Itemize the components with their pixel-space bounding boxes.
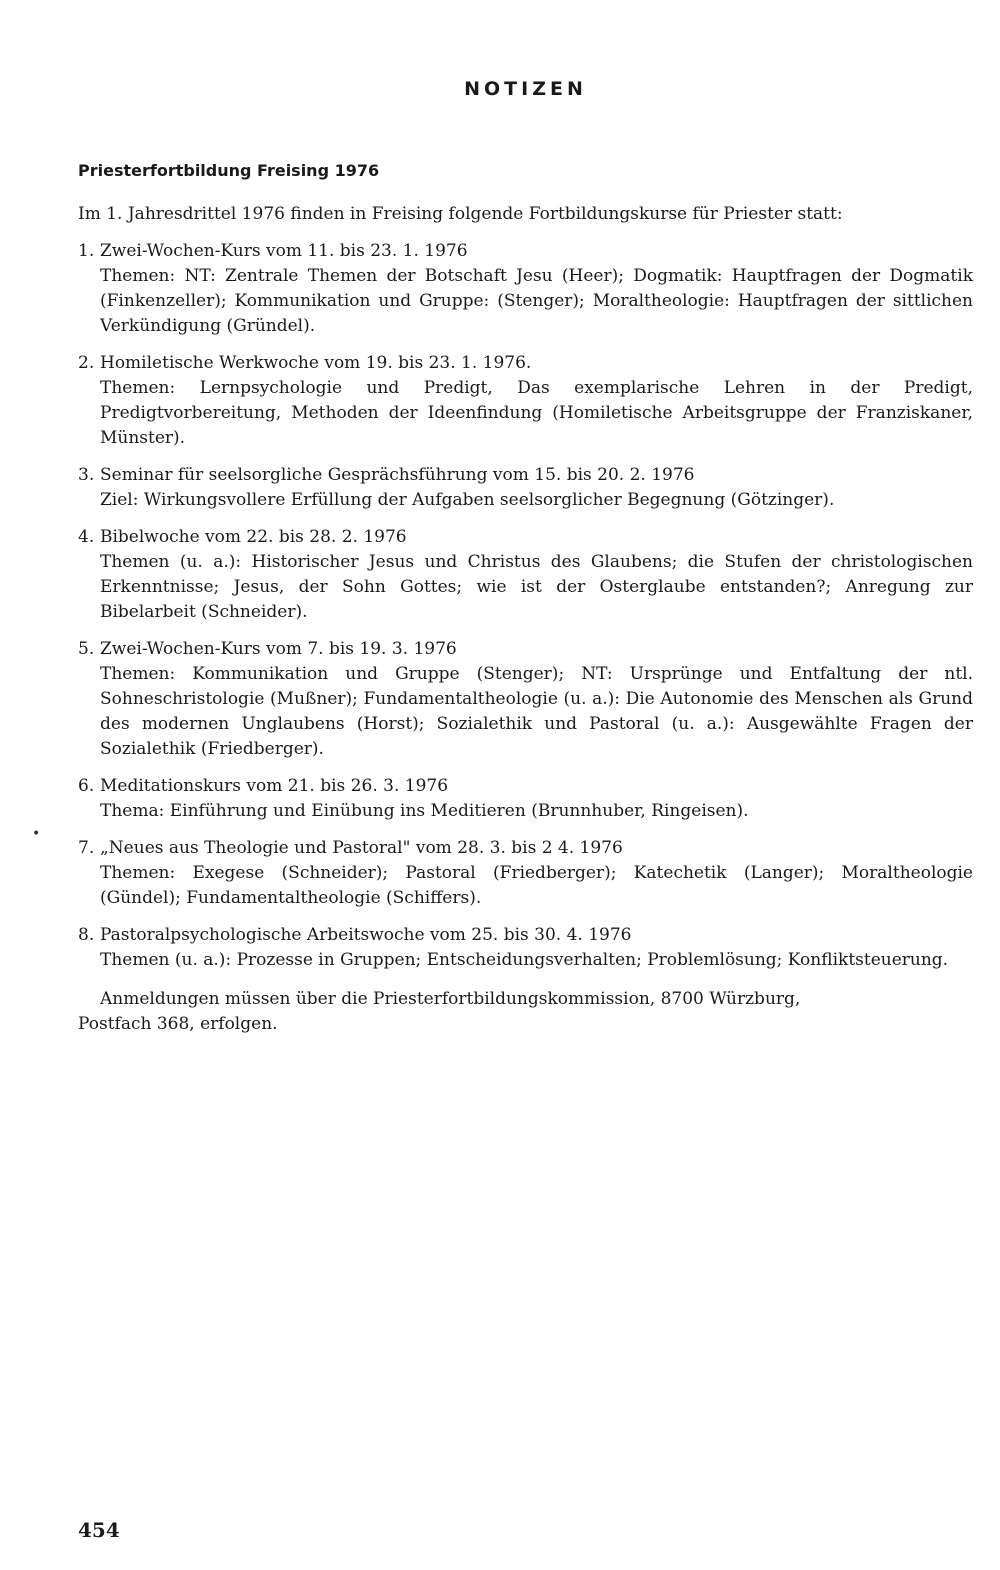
item-heading: Zwei-Wochen-Kurs vom 7. bis 19. 3. 1976 xyxy=(100,639,457,659)
item-description: Themen: Kommunikation und Gruppe (Stenger); NT: Ursprünge und Entfaltung der ntl. Sohneschristologie (Mußner); Fundamentaltheologie (u. a.): Die Autonomie des Menschen als Grund des modernen Unglaubens (Horst); Sozialethik und Pastoral (u. a.): Ausgewählte Fragen der Sozialethik (Friedberger). xyxy=(100,664,973,759)
item-number: 3. xyxy=(78,465,95,485)
item-number: 5. xyxy=(78,639,95,659)
closing-paragraph xyxy=(78,987,973,1037)
list-item xyxy=(78,525,973,625)
item-description: Themen: NT: Zentrale Themen der Botschaft Jesu (Heer); Dogmatik: Hauptfragen der Dogmatik (Finkenzeller); Kommunikation und Gruppe: (Stenger); Moraltheologie: Hauptfragen der sittlichen Verkündigung (Gründel). xyxy=(100,266,973,336)
document-page xyxy=(78,0,973,1570)
item-number: 4. xyxy=(78,527,95,547)
list-item xyxy=(78,351,973,451)
page-number: 454 xyxy=(78,1518,120,1542)
closing-line: Anmeldungen müssen über die Priesterfortbildungskommission, 8700 Würzburg, xyxy=(100,989,801,1009)
closing-line: Postfach 368, erfolgen. xyxy=(78,1014,278,1034)
list-item xyxy=(78,836,973,911)
item-heading: Seminar für seelsorgliche Gesprächsführung vom 15. bis 20. 2. 1976 xyxy=(100,465,695,485)
item-description: Ziel: Wirkungsvollere Erfüllung der Aufgaben seelsorglicher Begegnung (Götzinger). xyxy=(100,490,835,510)
item-description: Themen: Exegese (Schneider); Pastoral (Friedberger); Katechetik (Langer); Moraltheologie (Gündel); Fundamentaltheologie (Schiffers). xyxy=(100,863,973,908)
margin-mark-icon: • xyxy=(32,826,41,842)
item-number: 6. xyxy=(78,776,95,796)
intro-paragraph: Im 1. Jahresdrittel 1976 finden in Freising folgende Fortbildungskurse für Priester statt: xyxy=(78,204,843,224)
list-item xyxy=(78,774,973,824)
item-heading: Bibelwoche vom 22. bis 28. 2. 1976 xyxy=(100,527,407,547)
list-item xyxy=(78,239,973,339)
list-item xyxy=(78,923,973,973)
item-heading: Meditationskurs vom 21. bis 26. 3. 1976 xyxy=(100,776,449,796)
item-description: Themen (u. a.): Historischer Jesus und Christus des Glaubens; die Stufen der christologischen Erkenntnisse; Jesus, der Sohn Gottes; wie ist der Osterglaube entstanden?; Anregung zur Bibelarbeit (Schneider). xyxy=(100,552,973,622)
item-description: Thema: Einführung und Einübung ins Meditieren (Brunnhuber, Ringeisen). xyxy=(100,801,749,821)
item-heading: Pastoralpsychologische Arbeitswoche vom 25. bis 30. 4. 1976 xyxy=(100,925,632,945)
item-number: 7. xyxy=(78,838,95,858)
item-description: Themen: Lernpsychologie und Predigt, Das exemplarische Lehren in der Predigt, Predigtvorbereitung, Methoden der Ideenfindung (Homiletische Arbeitsgruppe der Franziskaner, Münster). xyxy=(100,378,973,448)
item-heading: Zwei-Wochen-Kurs vom 11. bis 23. 1. 1976 xyxy=(100,241,468,261)
item-number: 2. xyxy=(78,353,95,373)
item-number: 8. xyxy=(78,925,95,945)
article-body xyxy=(78,202,973,1037)
item-heading: „Neues aus Theologie und Pastoral" vom 28. 3. bis 2 4. 1976 xyxy=(100,838,623,858)
list-item xyxy=(78,637,973,762)
article-title: Priesterfortbildung Freising 1976 xyxy=(78,161,380,180)
item-description: Themen (u. a.): Prozesse in Gruppen; Entscheidungsverhalten; Problemlösung; Konfliktsteuerung. xyxy=(100,950,949,970)
section-label: NOTIZEN xyxy=(464,78,587,100)
item-heading: Homiletische Werkwoche vom 19. bis 23. 1. 1976. xyxy=(100,353,532,373)
list-item xyxy=(78,463,973,513)
item-number: 1. xyxy=(78,241,95,261)
